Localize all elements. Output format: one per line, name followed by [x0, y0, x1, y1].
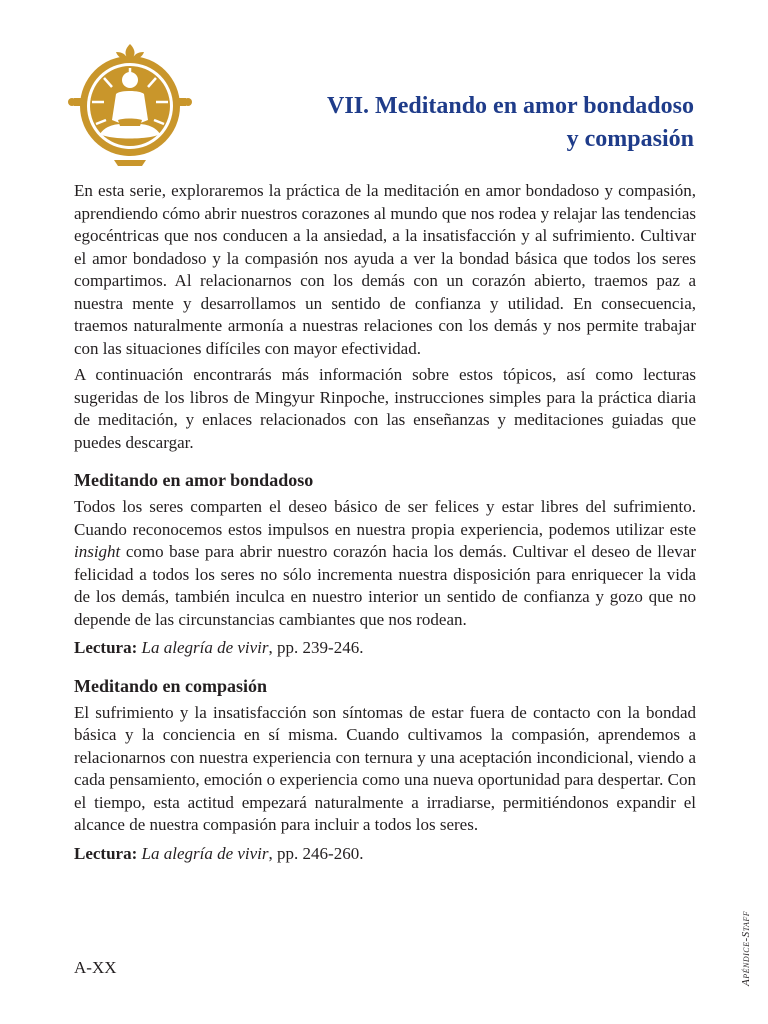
lectura-pages: , pp. 239-246.: [268, 638, 364, 657]
lectura-book: La alegría de vivir: [141, 843, 269, 863]
main-content: [74, 180, 696, 865]
meditating-figure-wheel-icon: [66, 40, 194, 168]
title-line-1: VII. Meditando en amor bondadoso: [327, 93, 694, 119]
emphasis-insight: insight: [74, 542, 121, 561]
lectura-book: La alegría de vivir: [141, 638, 269, 657]
section-paragraph-amor: [74, 496, 696, 631]
section-paragraph-compasion: El sufrimiento y la insatisfacción son síntomas de estar fuera de contacto con la bondad básica y la conciencia en sí misma. Cuando cultivamos la compasión, aprendemos a relacionarnos con nuestra experiencia con ternura y una aceptación incondicional, viendo a cada pensamiento, emoción o experiencia como una nueva oportunidad para despertar. Con el tiempo, esta actitud empezará naturalmente a irradiarse, permitiéndonos expandir el alcance de nuestra compasión para incluir a todos los seres.: [74, 702, 696, 834]
lectura-pages: , pp. 246-260.: [268, 843, 364, 863]
text-part: Todos los seres comparten el deseo básico de ser felices y estar libres del sufrimiento. Cuando reconocemos estos impulsos en nuestra propia experiencia, podemos utilizar este: [74, 497, 696, 539]
lectura-amor: [74, 637, 696, 660]
intro-paragraph-2: A continuación encontrarás más información sobre estos tópicos, así como lecturas sugeridas de los libros de Mingyur Rinpoche, instrucciones simples para la práctica diaria de meditación, y enlaces relacionados con las enseñanzas y meditaciones guiadas que puedes descargar.: [74, 365, 696, 452]
page-number: A-XX: [74, 958, 117, 977]
lectura-label: Lectura:: [74, 638, 138, 657]
text-part: como base para abrir nuestro corazón hacia los demás. Cultivar el deseo de llevar felicidad a todos los seres no sólo incrementa nuestra disposición para enriquecer la vida de los demás, también inculca en nuestro interior un sentido de confianza y gozo que no depende de las circunstancias cambiantes que nos rodean.: [74, 542, 696, 629]
section-heading-compasion: Meditando en compasión: [74, 675, 268, 696]
section-heading-amor: Meditando en amor bondadoso: [74, 470, 314, 490]
lectura-label: Lectura:: [74, 843, 138, 863]
title-line-2: y compasión: [566, 126, 694, 152]
page-title: [327, 90, 694, 156]
side-running-label: Apéndice-Staff: [740, 910, 752, 986]
lectura-compasion: [74, 843, 696, 866]
intro-paragraph-1: En esta serie, exploraremos la práctica de la meditación en amor bondadoso y compasión, aprendiendo cómo abrir nuestros corazones al mundo que nos rodea y relajar las tendencias egocéntricas que nos conducen a la ansiedad, a la insatisfacción y al sufrimiento. Cultivar el amor bondadoso y la compasión nos ayuda a ver la bondad básica que todos los seres compartimos. Al relacionarnos con los demás con un corazón abierto, traemos paz a nuestra mente y desarrollamos un sentido de confianza y utilidad. En consecuencia, traemos naturalmente armonía a nuestras relaciones con los demás y nos permite trabajar con las situaciones difíciles con mayor efectividad.: [74, 181, 696, 358]
